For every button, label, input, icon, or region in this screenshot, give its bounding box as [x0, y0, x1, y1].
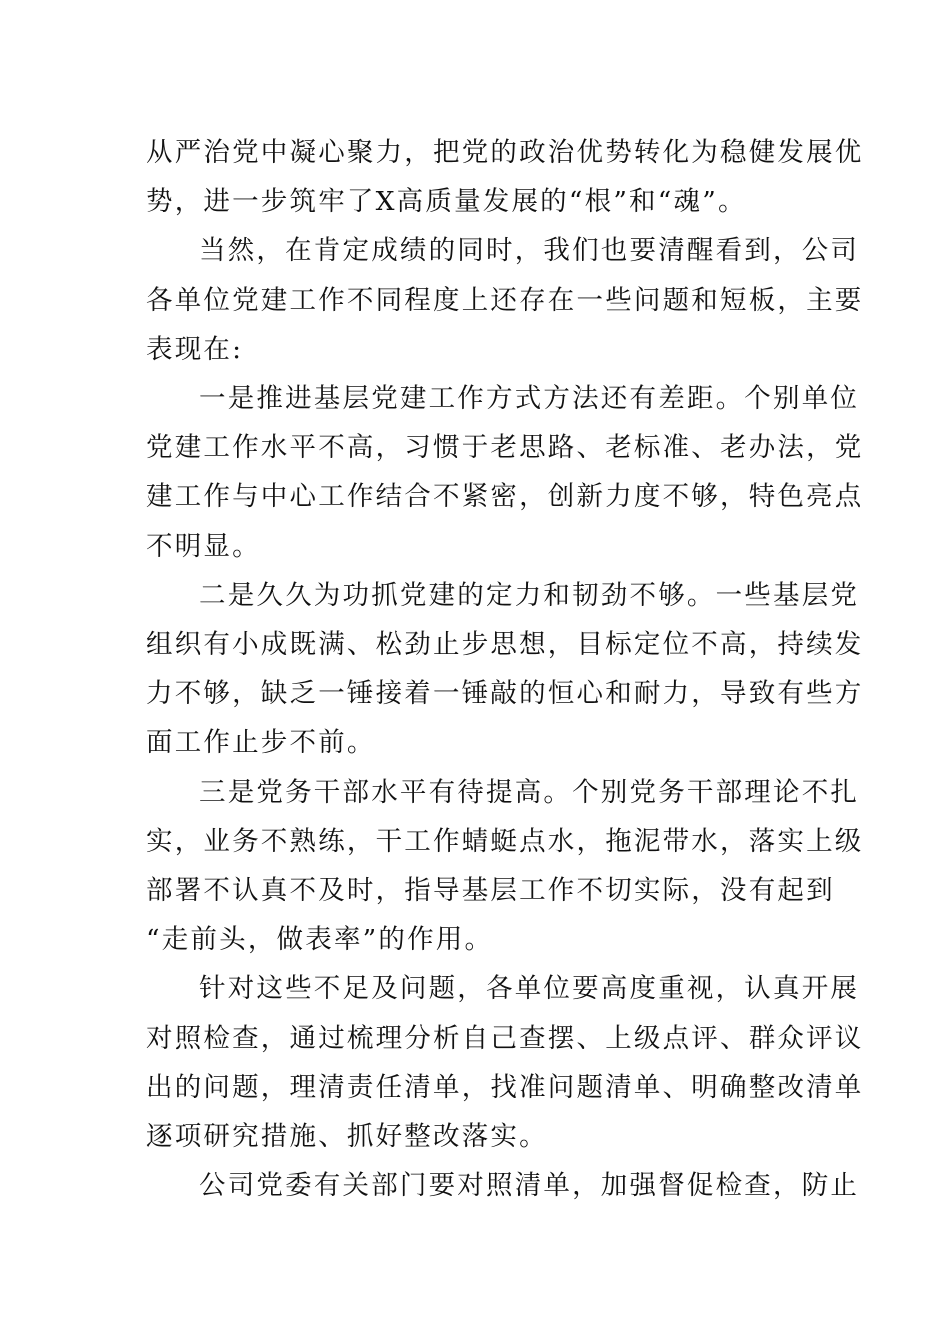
text-line: 三是党务干部水平有待提高。个别党务干部理论不扎	[199, 776, 860, 808]
text-line: 部署不认真不及时，指导基层工作不切实际，没有起到	[146, 875, 835, 907]
paragraph	[146, 226, 864, 374]
text-line: 组织有小成既满、松劲止步思想，目标定位不高，持续发	[146, 629, 864, 661]
text-line: 势，进一步筑牢了X高质量发展的“根”和“魂”。	[146, 186, 747, 218]
text-line: 公司党委有关部门要对照清单，加强督促检查，防止	[199, 1170, 860, 1202]
text-line: 对照检查，通过梳理分析自己查摆、上级点评、群众评议	[146, 1022, 864, 1054]
text-line: 各单位党建工作不同程度上还存在一些问题和短板，主要	[146, 284, 864, 316]
text-line: 党建工作水平不高，习惯于老思路、老标准、老办法，党	[146, 432, 864, 464]
text-line: 出的问题，理清责任清单，找准问题清单、明确整改清单	[146, 1071, 864, 1103]
paragraph	[146, 571, 864, 768]
text-line: 不明显。	[146, 530, 261, 562]
text-line: “走前头，做表率”的作用。	[146, 924, 494, 956]
paragraph	[146, 1161, 860, 1210]
text-line: 表现在:	[146, 333, 244, 365]
text-line: 当然，在肯定成绩的同时，我们也要清醒看到，公司	[199, 235, 860, 267]
paragraph	[146, 964, 864, 1161]
document-body	[146, 128, 864, 1210]
paragraph	[146, 768, 864, 965]
text-line: 面工作止步不前。	[146, 727, 376, 759]
text-line: 逐项研究措施、抓好整改落实。	[146, 1121, 548, 1153]
text-line: 力不够，缺乏一锤接着一锤敲的恒心和耐力，导致有些方	[146, 678, 864, 710]
text-line: 二是久久为功抓党建的定力和韧劲不够。一些基层党	[199, 579, 860, 611]
text-line: 建工作与中心工作结合不紧密，创新力度不够，特色亮点	[146, 481, 864, 513]
paragraph	[146, 374, 864, 571]
text-line: 针对这些不足及问题，各单位要高度重视，认真开展	[199, 973, 860, 1005]
text-line: 一是推进基层党建工作方式方法还有差距。个别单位	[199, 383, 860, 415]
text-line: 从严治党中凝心聚力，把党的政治优势转化为稳健发展优	[146, 137, 864, 168]
paragraph	[146, 128, 864, 226]
text-line: 实，业务不熟练，干工作蜻蜓点水，拖泥带水，落实上级	[146, 825, 864, 857]
